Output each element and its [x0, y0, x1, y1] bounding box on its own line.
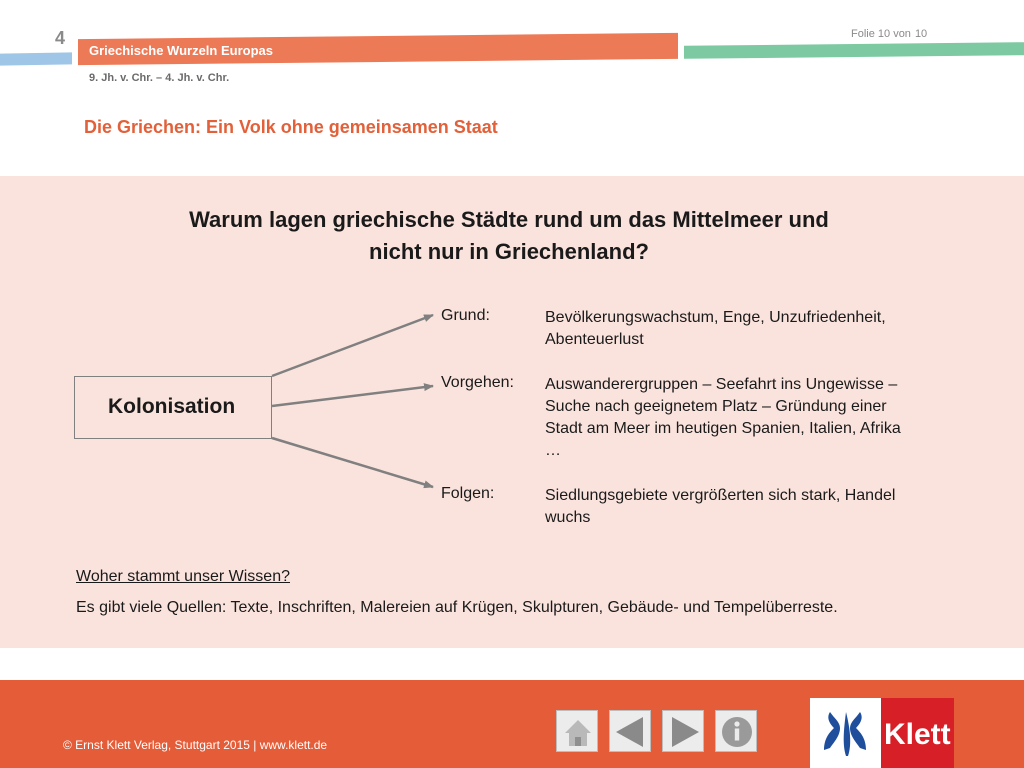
- info-icon: [716, 711, 758, 753]
- kolonisation-label: Kolonisation: [108, 395, 236, 418]
- arrow-to-grund: [272, 315, 433, 376]
- vorgehen-line: …: [545, 442, 561, 459]
- content-area: [0, 176, 1024, 648]
- home-button[interactable]: [556, 710, 598, 752]
- folgen-line: Siedlungsgebiete vergrößerten sich stark, Handel: [545, 487, 896, 504]
- folgen-label: Folgen:: [441, 485, 495, 502]
- arrow-left-icon: [610, 711, 652, 753]
- date-range: 9. Jh. v. Chr. – 4. Jh. v. Chr.: [89, 72, 230, 84]
- klett-emblem-icon: [810, 698, 881, 768]
- vorgehen-text: [545, 374, 985, 462]
- sources-text: Es gibt viele Quellen: Texte, Inschriften, Malereien auf Krügen, Skulpturen, Gebäude- und Tempelüberreste.: [76, 599, 838, 616]
- folgen-text: [545, 485, 985, 529]
- arrow-to-vorgehen: [272, 386, 433, 406]
- grund-line: Bevölkerungswachstum, Enge, Unzufriedenheit,: [545, 309, 886, 326]
- slide-counter-total: 10: [914, 28, 928, 40]
- previous-button[interactable]: [609, 710, 651, 752]
- folgen-line: wuchs: [545, 509, 591, 526]
- header-stripe-green: [684, 42, 1024, 59]
- grund-line: Abenteuerlust: [545, 331, 644, 348]
- grund-text: [545, 307, 985, 351]
- copyright-text: © Ernst Klett Verlag, Stuttgart 2015 | www.klett.de: [63, 738, 328, 752]
- page-title: Die Griechen: Ein Volk ohne gemeinsamen Staat: [84, 117, 498, 137]
- klett-wordmark: Klett: [884, 718, 951, 751]
- question-line-1: Warum lagen griechische Städte rund um das Mittelmeer und: [189, 207, 829, 232]
- arrow-to-folgen: [272, 438, 433, 487]
- chapter-title: Griechische Wurzeln Europas: [89, 43, 273, 58]
- vorgehen-label: Vorgehen:: [441, 374, 514, 391]
- chapter-number: 4: [55, 28, 66, 48]
- vorgehen-line: Stadt am Meer im heutigen Spanien, Italien, Afrika: [545, 420, 901, 437]
- header-stripe-blue: [0, 52, 72, 65]
- next-button[interactable]: [662, 710, 704, 752]
- sources-heading: Woher stammt unser Wissen?: [76, 568, 290, 585]
- vorgehen-line: Suche nach geeignetem Platz – Gründung einer: [545, 398, 887, 415]
- footer-bar: [0, 680, 1024, 768]
- klett-logo[interactable]: [810, 698, 954, 768]
- vorgehen-line: Auswanderergruppen – Seefahrt ins Ungewisse –: [545, 376, 898, 393]
- arrow-right-icon: [663, 711, 705, 753]
- home-icon: [557, 711, 599, 753]
- slide-counter-label: Folie 10 von: [851, 28, 911, 40]
- info-button[interactable]: [715, 710, 757, 752]
- kolonisation-box: [74, 376, 272, 439]
- question-line-2: nicht nur in Griechenland?: [369, 239, 649, 264]
- slide-counter: [851, 28, 927, 40]
- grund-label: Grund:: [441, 307, 490, 324]
